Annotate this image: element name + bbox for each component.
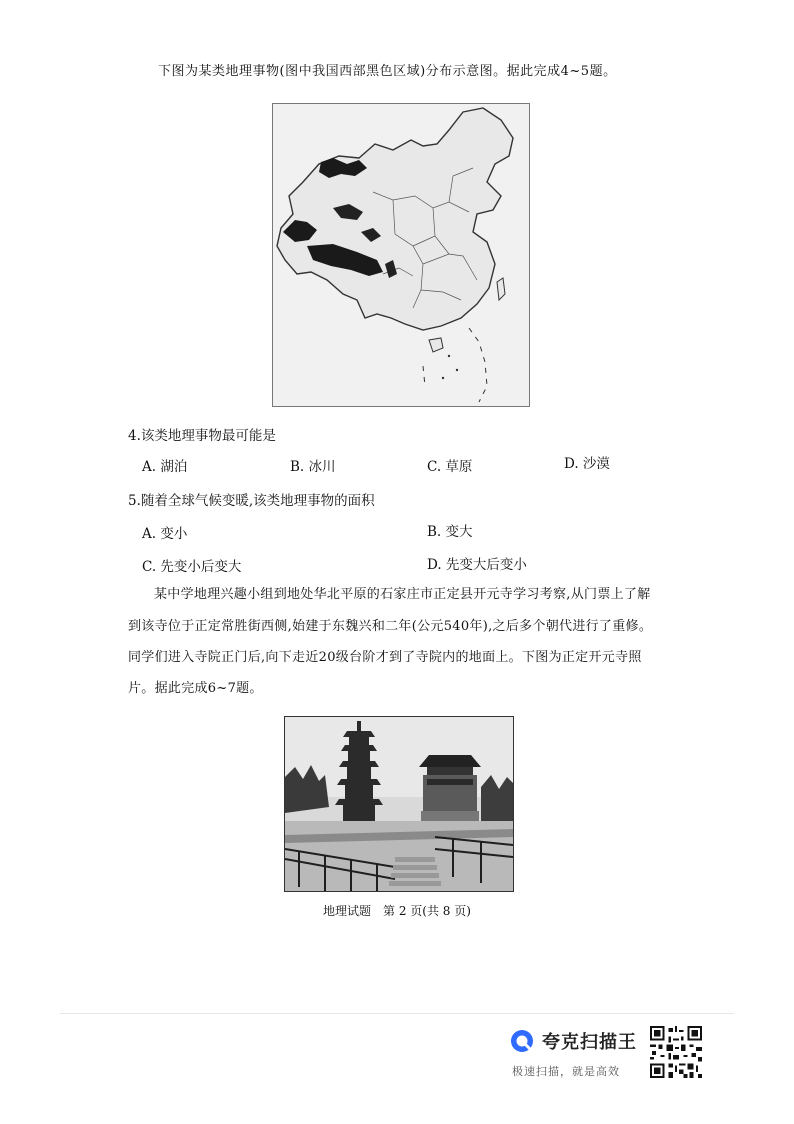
question-4-stem: 4.该类地理事物最可能是 [128, 428, 276, 444]
passage-line-4: 片。据此完成6~7题。 [128, 681, 263, 696]
china-distribution-map [272, 103, 530, 407]
q5-option-d: D. 先变大后变小 [427, 557, 527, 573]
q5-option-b: B. 变大 [427, 524, 473, 540]
q5-option-c: C. 先变小后变大 [142, 559, 242, 575]
scanner-brand [510, 1028, 637, 1054]
kaiyuan-temple-photo [284, 716, 514, 892]
brand-slogan: 极速扫描，就是高效 [512, 1065, 620, 1078]
q4-option-c: C. 草原 [427, 459, 473, 475]
passage-line-2: 到该寺位于正定常胜街西侧,始建于东魏兴和二年(公元540年),之后多个朝代进行了重修。 [128, 619, 653, 634]
intro-text: 下图为某类地理事物(图中我国西部黑色区域)分布示意图。据此完成4~5题。 [158, 64, 617, 79]
q4-option-a: A. 湖泊 [142, 459, 188, 475]
q4-option-b: B. 冰川 [290, 459, 336, 475]
passage-line-1: 某中学地理兴趣小组到地处华北平原的石家庄市正定县开元寺学习考察,从门票上了解 [154, 587, 651, 602]
brand-name: 夸克扫描王 [542, 1032, 637, 1053]
footer-divider [60, 1013, 734, 1014]
page-footer: 地理试题 第 2 页(共 8 页) [323, 904, 471, 918]
q5-option-a: A. 变小 [142, 526, 188, 542]
question-5-stem: 5.随着全球气候变暖,该类地理事物的面积 [128, 493, 375, 509]
q4-option-d: D. 沙漠 [564, 456, 610, 472]
qr-code-icon [650, 1026, 702, 1078]
quark-logo-icon [510, 1029, 534, 1053]
map-illustration [273, 104, 529, 406]
temple-photo-illustration [285, 717, 513, 891]
passage-line-3: 同学们进入寺院正门后,向下走近20级台阶才到了寺院内的地面上。下图为正定开元寺照 [128, 650, 642, 665]
